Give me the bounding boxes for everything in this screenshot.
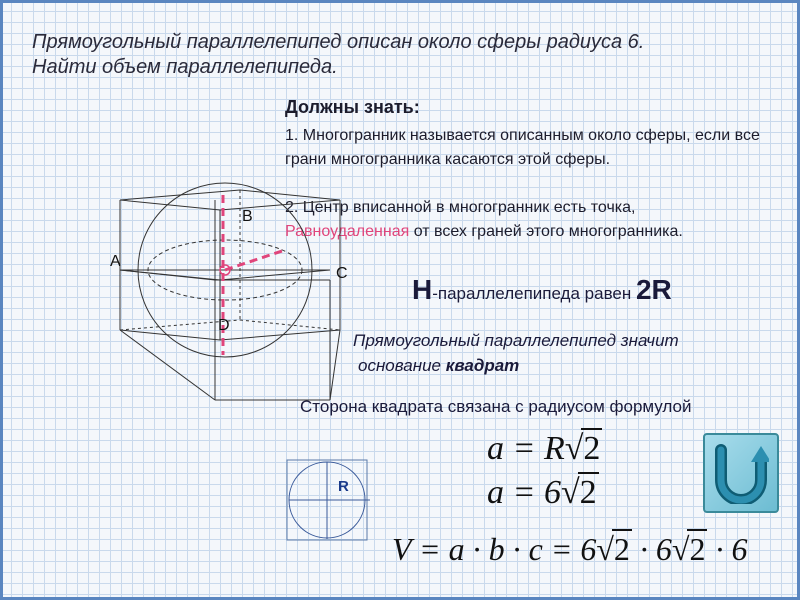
formula-3-mid: · 6 — [631, 531, 672, 567]
label-c: C — [336, 265, 348, 282]
formula-1-radicand: 2 — [583, 430, 601, 467]
formula-side-r: a = R√2 — [487, 430, 601, 467]
bottom-edges — [120, 330, 340, 340]
parallelepiped-diagram — [100, 170, 350, 410]
u-turn-arrow-icon — [713, 442, 769, 504]
formula-3-right: · 6 — [707, 531, 748, 567]
formula-2-left: a = 6 — [487, 474, 561, 511]
base-line-2-bold: квадрат — [445, 356, 520, 375]
square-circle-diagram — [286, 459, 372, 543]
height-text: -параллелепипеда равен — [432, 284, 636, 303]
label-a: A — [110, 253, 121, 270]
height-value: 2R — [635, 274, 672, 305]
horizontal-radius — [225, 250, 285, 270]
formula-3-radicand-1: 2 — [613, 531, 630, 567]
top-face — [120, 190, 340, 210]
radius-label: R — [338, 478, 349, 495]
formula-3-radicand-2: 2 — [689, 531, 706, 567]
problem-line-2: Найти объем параллелепипеда. — [32, 56, 338, 78]
height-statement — [412, 274, 672, 306]
height-symbol: H — [412, 274, 433, 305]
formula-1-left: a = R — [487, 430, 565, 467]
formula-side-6: a = 6√2 — [487, 474, 597, 511]
formula-volume: V = a · b · c = 6√2 · 6√2 · 6 — [392, 531, 748, 567]
base-line-1: Прямоугольный параллелепипед значит — [353, 331, 679, 350]
theory-rule-1: 1. Многогранник называется описанным около сферы, если все грани многогранника касаются этой сферы. — [285, 127, 760, 168]
formula-2-radicand: 2 — [579, 474, 597, 511]
side-relation-text: Сторона квадрата связана с радиусом формулой — [300, 397, 692, 416]
problem-line-1: Прямоугольный параллелепипед описан около сферы радиуса 6. — [32, 31, 645, 53]
formula-3-left: V = a · b · c = 6 — [392, 531, 597, 567]
base-line-2-prefix: основание — [358, 356, 446, 375]
back-button[interactable] — [703, 433, 779, 513]
rule-2-highlight: Равноудаленная — [285, 223, 410, 240]
rule-2-suffix: от всех граней этого многогранника. — [409, 223, 683, 240]
base-line-2 — [358, 356, 519, 376]
rule-2-prefix: 2. Центр вписанной в многогранник есть точка, — [285, 199, 636, 216]
label-b: B — [242, 208, 253, 225]
label-d: D — [218, 317, 230, 334]
theory-rule-2 — [285, 196, 795, 244]
problem-statement — [32, 30, 732, 80]
theory-heading: Должны знать: — [285, 97, 420, 117]
